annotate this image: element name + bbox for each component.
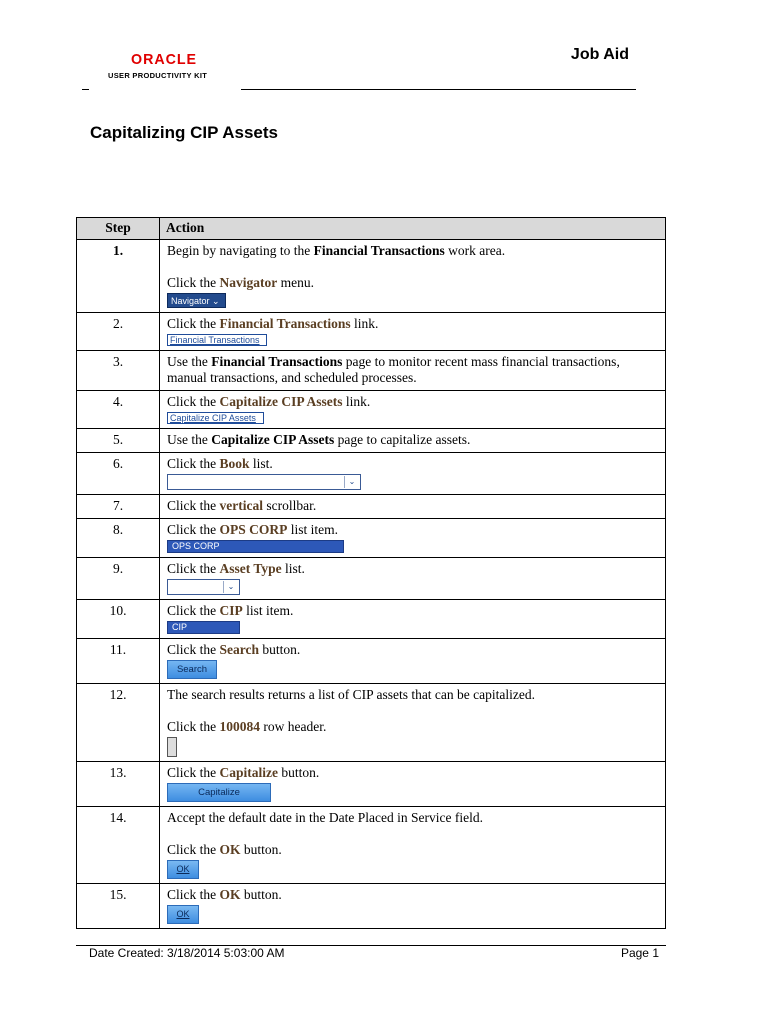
action-bold: 100084 bbox=[219, 719, 260, 734]
table-row bbox=[77, 807, 666, 884]
capitalize-button[interactable]: Capitalize bbox=[167, 783, 271, 802]
step-number: 14. bbox=[77, 807, 160, 884]
action-text: list. bbox=[249, 456, 273, 471]
search-button[interactable]: Search bbox=[167, 660, 217, 679]
ok-button[interactable]: OK bbox=[167, 860, 199, 879]
action-bold: OK bbox=[219, 842, 241, 857]
action-text: Click the bbox=[167, 522, 220, 537]
action-text: list item. bbox=[242, 603, 294, 618]
ops-corp-list-item[interactable]: OPS CORP bbox=[167, 540, 344, 553]
table-row bbox=[77, 351, 666, 391]
action-bold: Asset Type bbox=[219, 561, 282, 576]
step-action bbox=[160, 351, 666, 391]
col-header-step: Step bbox=[77, 218, 160, 240]
action-text: Accept the default date in the Date Placed in Service field. bbox=[167, 810, 483, 825]
step-number: 13. bbox=[77, 762, 160, 807]
action-bold: Capitalize CIP Assets bbox=[211, 432, 335, 447]
action-bold: OK bbox=[219, 887, 241, 902]
action-text: Click the bbox=[167, 842, 220, 857]
action-text: menu. bbox=[277, 275, 314, 290]
table-row bbox=[77, 495, 666, 519]
action-bold: vertical bbox=[219, 498, 263, 513]
table-row bbox=[77, 762, 666, 807]
oracle-upk-logo bbox=[108, 52, 220, 80]
footer-date-created: Date Created: 3/18/2014 5:03:00 AM bbox=[89, 946, 285, 960]
step-number: 15. bbox=[77, 884, 160, 929]
action-text: Click the bbox=[167, 316, 220, 331]
step-action bbox=[160, 453, 666, 495]
table-row bbox=[77, 558, 666, 600]
step-action bbox=[160, 558, 666, 600]
action-text: list. bbox=[281, 561, 305, 576]
action-bold: OPS CORP bbox=[219, 522, 288, 537]
step-action bbox=[160, 884, 666, 929]
action-bold: Capitalize bbox=[219, 765, 278, 780]
step-action bbox=[160, 429, 666, 453]
chevron-down-icon[interactable]: ⌄ bbox=[223, 581, 238, 593]
step-action bbox=[160, 391, 666, 429]
col-header-action: Action bbox=[160, 218, 666, 240]
step-number: 2. bbox=[77, 313, 160, 351]
action-bold: Search bbox=[219, 642, 259, 657]
doc-type-label: Job Aid bbox=[570, 46, 629, 63]
action-text: button. bbox=[259, 642, 301, 657]
ok-button[interactable]: OK bbox=[167, 905, 199, 924]
step-number: 8. bbox=[77, 519, 160, 558]
action-text: page to capitalize assets. bbox=[334, 432, 471, 447]
action-text: row header. bbox=[260, 719, 327, 734]
step-number: 9. bbox=[77, 558, 160, 600]
step-number: 10. bbox=[77, 600, 160, 639]
action-text: Use the bbox=[167, 432, 212, 447]
table-row bbox=[77, 519, 666, 558]
navigator-menu-button[interactable]: Navigator ⌄ bbox=[167, 293, 226, 308]
step-number: 4. bbox=[77, 391, 160, 429]
cip-list-item[interactable]: CIP bbox=[167, 621, 240, 634]
step-action bbox=[160, 313, 666, 351]
step-number: 11. bbox=[77, 639, 160, 684]
header-dash bbox=[82, 89, 89, 90]
action-text: Click the bbox=[167, 498, 220, 513]
step-number: 12. bbox=[77, 684, 160, 762]
action-text: work area. bbox=[444, 243, 506, 258]
step-number: 1. bbox=[77, 240, 160, 313]
action-text: link. bbox=[350, 316, 379, 331]
header-rule bbox=[241, 89, 636, 90]
action-text: Use the bbox=[167, 354, 212, 369]
table-row bbox=[77, 639, 666, 684]
table-row bbox=[77, 240, 666, 313]
step-action bbox=[160, 639, 666, 684]
action-text: Click the bbox=[167, 603, 220, 618]
action-text: page to monitor recent mass financial transactions, manual transactions, and scheduled processes. bbox=[167, 354, 620, 385]
action-bold: CIP bbox=[219, 603, 243, 618]
footer-page-number: Page 1 bbox=[620, 946, 659, 960]
action-bold: Financial Transactions bbox=[313, 243, 445, 258]
action-text: Click the bbox=[167, 561, 220, 576]
action-bold: Capitalize CIP Assets bbox=[219, 394, 343, 409]
step-action bbox=[160, 519, 666, 558]
table-row bbox=[77, 600, 666, 639]
table-row bbox=[77, 429, 666, 453]
row-header-100084[interactable] bbox=[167, 737, 177, 757]
logo-subtitle: USER PRODUCTIVITY KIT bbox=[108, 71, 208, 80]
action-text: Click the bbox=[167, 887, 220, 902]
action-bold: Financial Transactions bbox=[211, 354, 343, 369]
action-text: The search results returns a list of CIP assets that can be capitalized. bbox=[167, 687, 536, 702]
asset-type-select[interactable] bbox=[167, 579, 240, 595]
step-action bbox=[160, 684, 666, 762]
table-row bbox=[77, 684, 666, 762]
chevron-down-icon[interactable]: ⌄ bbox=[344, 476, 359, 488]
step-action bbox=[160, 762, 666, 807]
step-number: 6. bbox=[77, 453, 160, 495]
step-action bbox=[160, 807, 666, 884]
step-number: 3. bbox=[77, 351, 160, 391]
book-select[interactable] bbox=[167, 474, 361, 490]
action-text: Click the bbox=[167, 394, 220, 409]
action-text: list item. bbox=[287, 522, 339, 537]
step-number: 5. bbox=[77, 429, 160, 453]
table-row bbox=[77, 884, 666, 929]
steps-table bbox=[76, 217, 666, 929]
action-text: button. bbox=[240, 887, 282, 902]
action-text: Click the bbox=[167, 456, 220, 471]
table-row bbox=[77, 391, 666, 429]
action-bold: Navigator bbox=[219, 275, 278, 290]
action-text: scrollbar. bbox=[262, 498, 317, 513]
step-action bbox=[160, 240, 666, 313]
action-text: Click the bbox=[167, 275, 220, 290]
step-action bbox=[160, 600, 666, 639]
table-header-row bbox=[77, 218, 666, 240]
logo-brand: ORACLE bbox=[131, 51, 197, 68]
action-text: Click the bbox=[167, 719, 220, 734]
action-text: button. bbox=[240, 842, 282, 857]
financial-transactions-link[interactable]: Financial Transactions bbox=[167, 334, 267, 346]
step-number: 7. bbox=[77, 495, 160, 519]
action-text: Begin by navigating to the bbox=[167, 243, 314, 258]
action-text: link. bbox=[342, 394, 371, 409]
action-bold: Financial Transactions bbox=[219, 316, 351, 331]
step-action bbox=[160, 495, 666, 519]
action-text: Click the bbox=[167, 765, 220, 780]
capitalize-cip-assets-link[interactable]: Capitalize CIP Assets bbox=[167, 412, 264, 424]
action-text: Click the bbox=[167, 642, 220, 657]
action-text: button. bbox=[278, 765, 320, 780]
table-row bbox=[77, 313, 666, 351]
page-title: Capitalizing CIP Assets bbox=[90, 123, 278, 142]
table-row bbox=[77, 453, 666, 495]
action-bold: Book bbox=[219, 456, 250, 471]
